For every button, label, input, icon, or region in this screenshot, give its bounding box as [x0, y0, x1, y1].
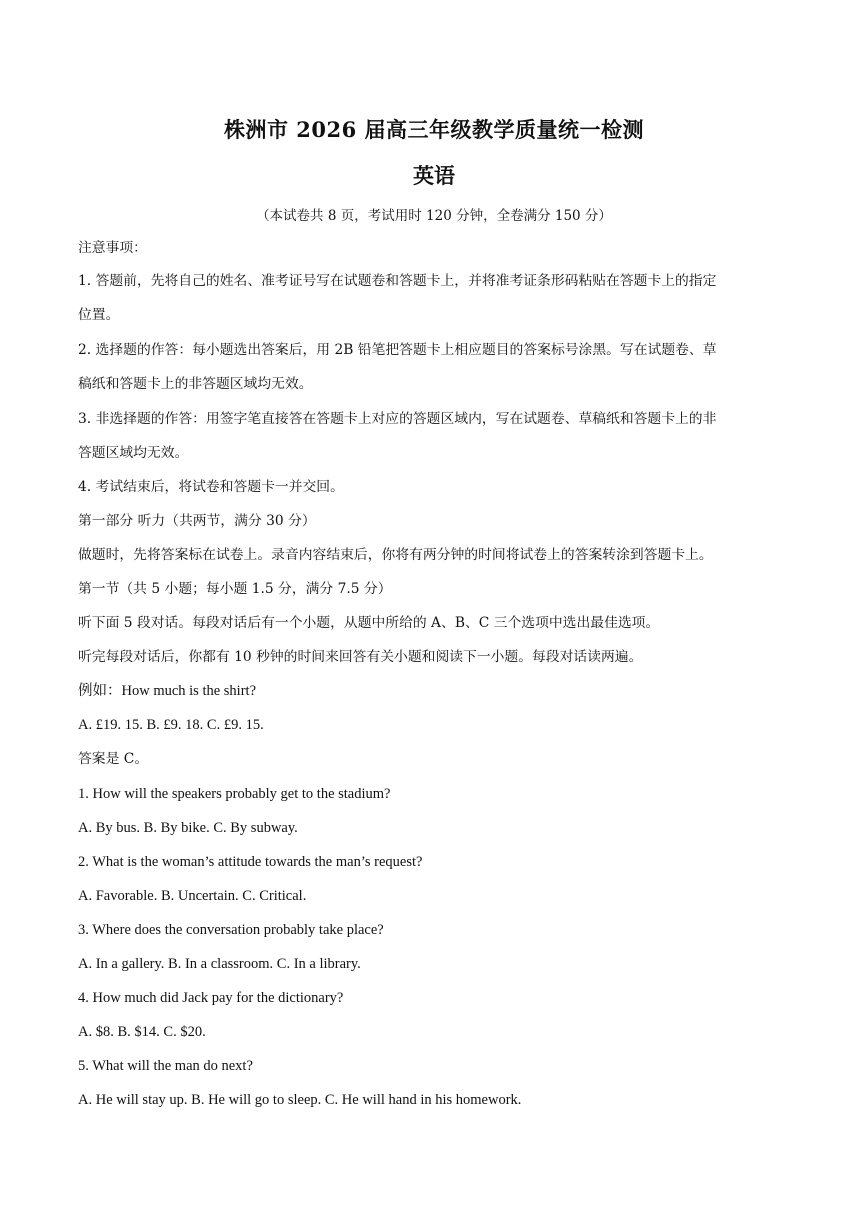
- example-options: A. £19. 15. B. £9. 18. C. £9. 15.: [78, 717, 264, 733]
- exam-title: 株洲市 2026 届高三年级教学质量统一检测: [223, 117, 645, 142]
- exam-subtitle: （本试卷共 8 页，考试用时 120 分钟，全卷满分 150 分）: [256, 208, 612, 224]
- notice-item-1-line-1: 1. 答题前，先将自己的姓名、准考证号写在试题卷和答题卡上，并将准考证条形码粘贴在答题卡上的指定: [78, 273, 717, 289]
- part1-instruction: 做题时，先将答案标在试卷上。录音内容结束后，你将有两分钟的时间将试卷上的答案转涂到答题卡上。: [78, 547, 713, 563]
- notice-item-2-line-1: 2. 选择题的作答：每小题选出答案后，用 2B 铅笔把答题卡上相应题目的答案标号涂黑。写在试题卷、草: [78, 342, 717, 358]
- question-1-options: A. By bus. B. By bike. C. By subway.: [78, 820, 298, 836]
- notice-heading: 注意事项：: [78, 240, 147, 256]
- notice-item-3-line-1: 3. 非选择题的作答：用签字笔直接答在答题卡上对应的答题区域内，写在试题卷、草稿纸和答题卡上的非: [78, 411, 717, 427]
- part1-heading: 第一部分 听力（共两节，满分 30 分）: [78, 513, 316, 529]
- question-5: 5. What will the man do next?: [78, 1058, 253, 1074]
- notice-item-2-line-2: 稿纸和答题卡上的非答题区域均无效。: [78, 376, 313, 392]
- notice-item-3-line-2: 答题区域均无效。: [78, 445, 189, 461]
- section1-heading: 第一节（共 5 小题；每小题 1.5 分，满分 7.5 分）: [78, 581, 392, 597]
- question-3: 3. Where does the conversation probably take place?: [78, 922, 384, 938]
- example-question: 例如：How much is the shirt?: [78, 683, 257, 699]
- question-1: 1. How will the speakers probably get to the stadium?: [78, 786, 391, 802]
- section1-instruction-1: 听下面 5 段对话。每段对话后有一个小题，从题中所给的 A、B、C 三个选项中选出最佳选项。: [78, 615, 660, 631]
- subject-title: 英语: [413, 163, 455, 188]
- question-2-options: A. Favorable. B. Uncertain. C. Critical.: [78, 888, 307, 904]
- question-4-options: A. $8. B. $14. C. $20.: [78, 1024, 206, 1040]
- example-answer: 答案是 C。: [78, 751, 149, 767]
- section1-instruction-2: 听完每段对话后，你都有 10 秒钟的时间来回答有关小题和阅读下一小题。每段对话读两遍。: [78, 649, 643, 665]
- question-5-options: A. He will stay up. B. He will go to sleep. C. He will hand in his homework.: [78, 1092, 522, 1108]
- notice-item-4: 4. 考试结束后，将试卷和答题卡一并交回。: [78, 479, 344, 495]
- question-2: 2. What is the woman’s attitude towards the man’s request?: [78, 854, 423, 870]
- notice-item-1-line-2: 位置。: [78, 307, 120, 323]
- question-4: 4. How much did Jack pay for the dictionary?: [78, 990, 344, 1006]
- question-3-options: A. In a gallery. B. In a classroom. C. In a library.: [78, 956, 361, 972]
